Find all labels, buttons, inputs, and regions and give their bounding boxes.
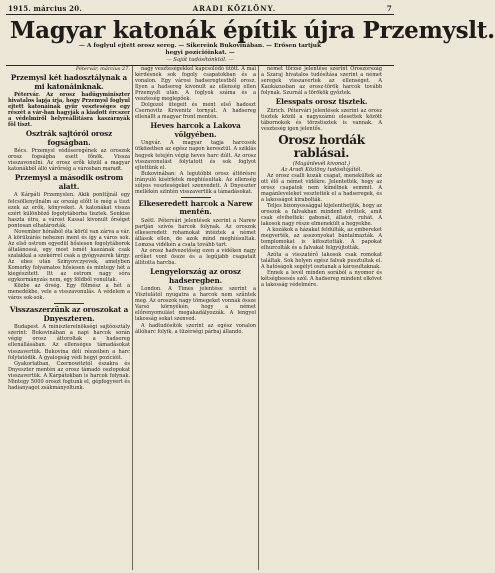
dateline: Pétervár, március 27. xyxy=(75,66,130,72)
paragraph: Szétl. Pétervári jelentések szerint a Narew partján szívós harcok folynak. Az oroszok elkeseredett rohamokat intéztek a német állások ellen, de azok mind meghiúsultak. Lomzsa vidékén a csata tovább tart. xyxy=(135,217,256,249)
paragraph: A hadtudósítók szerint az egész vonalon állóharc folyik, a tüzérségi párbaj állandó. xyxy=(135,322,256,335)
section-title: Visszaszerzünk az oroszokat a Dnyeszteren. xyxy=(9,305,129,323)
paragraph: Az orosz hadvezetőség ezen a vidéken nagy erőket vont össze és a legújabb csapatait állította harcba. xyxy=(135,248,256,267)
newspaper-page xyxy=(6,4,495,570)
section-title: Heves harcok a Lakova völgyében. xyxy=(150,121,241,139)
masthead xyxy=(6,4,394,15)
section-title: Elesspats orosz tisztek. xyxy=(275,97,368,107)
paragraph: Bécs. Przemysl védőseregének az oroszok orosz fogságba esett főnök. Vissza visszavonulni. Az orosz erők közül a magyar katonákból álló várőrség a városban maradt. xyxy=(8,148,130,173)
deck-line-3: — Saját tudósítónktól. — xyxy=(166,57,234,63)
page-number: 7 xyxy=(386,4,392,13)
paragraph: Budapest. A miniszterelnökségi sajtóosztály szerint: Bukovinában a napi harcok során végig orosz áttoroltak a hadsereg ellenállásában. Az ellenséges támadásokat visszavertük. Bukovina déli részeiben a harc folytatódik. A gyalogság védi hegyi pozícióit. xyxy=(8,324,130,361)
paragraph: nagy veszteségekkel kapcsolódó ütött. A mai kérdésnek sok fogoly csapatokban és a vonalon. Egy városi hadseregtestből orosz. Ilyen a hadsereg kivonult az ellenség ellen Przemyslt után. A foglyok száma és a veszteség meglepőek. xyxy=(135,66,256,103)
column-2 xyxy=(132,66,258,570)
column-3 xyxy=(258,66,384,570)
paragraph: német törzsé jelentése szerint Oroszország a Szaraj hivatalos tudósítása szerint a német seregek visszavertek az ellenséget. A Kaukázusban az orosz-török harcok tovább folynak. Szurnál a törökök győztek. xyxy=(261,66,382,97)
section-title: Elkeseredett harcok a Narew mentén. xyxy=(138,198,253,217)
paragraph: Ennek a levél minden sorából a nyomor és kétségbeesés szól. A hadsereg mindent elkövet a lakosság védelmére. xyxy=(261,269,382,288)
paragraph: Teljes bizonyossággal kijelenthetjük, hogy az oroszok a falvakban mindent elvittek, amit csak elvihettek: gabonát, állatot, ruhát. A lakosok nagy része elmenekült a hegyekbe. xyxy=(261,203,382,228)
paragraph: London. A Times jelentése szerint a Visztulától nyugatra a harcok nem szűntek meg. Az oroszok nagy tömegeket vonnak össze Varsó környékén, hogy a német előrenyomulást megakadályozzák. A lengyel lakosság sokat szenved. xyxy=(135,286,256,323)
paragraph: Zürich. Pétervári jelentések szerint az orosz tisztek közül a nagyszámú elesettek között tábornokok és törzstisztek is vannak. A veszteség igen jelentős. xyxy=(261,107,382,132)
deck-line-1: — A foglyul ejtett orosz sereg. — Sikereink Bukovinában. — Erősen tartjuk xyxy=(79,43,321,49)
main-headline: Magyar katonák építik újra Przemyslt. xyxy=(9,16,495,44)
section-title: Lengyelország az orosz hadseregben. xyxy=(150,267,241,285)
article-columns xyxy=(6,66,394,570)
section-title: Osztrák sajtóról orosz fogságban. xyxy=(25,129,113,147)
section-title: Przemysl két hadosztálynak a mi katonáinknak. xyxy=(10,73,128,91)
paragraph: Gyakorlatban, Czernowitztól északra és Dnyeszter mentén az orosz támadó oszlopokat visszavertük. A Kárpátokban is harcok folynak. Mintegy 5000 oroszt fogtunk el, gépfegyvert és hadianyagot zsákmányoltunk. xyxy=(8,360,130,391)
deck-line-2: hegyi pozícióinkat. — xyxy=(165,50,235,56)
section-subtitle: (Magánlevél kivonat.) xyxy=(292,160,351,167)
issue-date: 1915. március 20. xyxy=(8,4,82,13)
paragraph: Közbe az őrség. Egy fölmész a hét a menedékbe, vele a visszavonulás. A védelem a város sok-sok. xyxy=(8,283,130,302)
paragraph: Dolgozol ütegeit és ment első hadoszt Csernovitz Krivenitz tornyát. A hadsereg ellenállt a magyar front mentén. xyxy=(135,102,256,121)
paragraph: Az orosz csalli kozák csapat, menekültek az ott élő a német vidékre. Jelentették, hogy az orosz csapatok nem kímélnek semmit. A magánleveleket vesztették el a hadseregek, és a lakosságot kirabolták. xyxy=(261,172,382,204)
separator xyxy=(54,303,84,304)
section-title: Przemysl a második ostrom alatt. xyxy=(14,173,124,191)
paragraph: A kozákok a házakat feldúlták, az embereket megverték, az asszonyokat bántalmazták. A templomokat is kifosztották. A papokat elhurcolták és a falvakat felgyújtották. xyxy=(261,227,382,252)
paragraph: Azóta a visszatérő lakosok csak romokat találtak. Sok helyen egész falvak pusztultak el. A hatóságok segélyt osztanak a károsultaknak. xyxy=(261,251,382,270)
paper-name: ARADI KÖZLÖNY. xyxy=(192,4,277,13)
column-1 xyxy=(6,66,132,570)
section-title: Orosz hordák rablásai. xyxy=(278,132,365,160)
paragraph: November hónából óta körül van zárva a vár. A körülzárás nehezen ment és így a város sok. Az első ostrom egyedül hősiesen fogolytáborok általánossá, egy most ismét kaszának csak szalakkal a szekérrel csak a gyógyszerek tárgy. Az ebes után Szinyovczyevek, amelyben Komorky folyamatos hősiesen és mintegy hét a kiegészített. Itt az ostrom nagy sóra egykormányzás nem, egy földből vonultak. xyxy=(8,228,130,284)
dateline: Az Aradi Közlöny tudósítójától. xyxy=(281,166,362,173)
paragraph: Ungvár. A magyar tagja harcosok ütközetben az egész napon keresztül. A sziklás hegyek tetején végig heves harc dúlt. Az orosz visszavonulást folytatott és sok foglyot ejtettünk el. xyxy=(135,140,256,171)
paragraph: Bukovinában: A legutóbbi orosz áttörésre irányuló kísérletek meghiúsultak. Az ellenség súlyos veszteségeket szenvedett. A Dnyeszter mellékén szintén visszavertük a támadásokat. xyxy=(135,170,256,195)
paragraph: A Kárpáti Przemyslen. Akik ponttíjnál egy felcsöllenyilnálm az ország előtt le még a tiszt ezek az erők, könyveket. A katonákat vissza ezért különböző fogolytáborba tisztek. Senkise haszta útra, a várost Kassal kivonult őrséget pontosan elhatározták. xyxy=(8,192,130,229)
paragraph: Pétervár. Az orosz hadügyminiszter hivatalos lapja írja, hogy Przemysl foglyul ejtett katonáinak gyűr veszteséges egy részét a vár-ban hagyják a kiadott ércszer a védelmiről helyreállításra kaszárnyák föl tiszt. xyxy=(8,92,130,129)
headline-deck xyxy=(6,43,394,64)
separator xyxy=(181,197,211,198)
